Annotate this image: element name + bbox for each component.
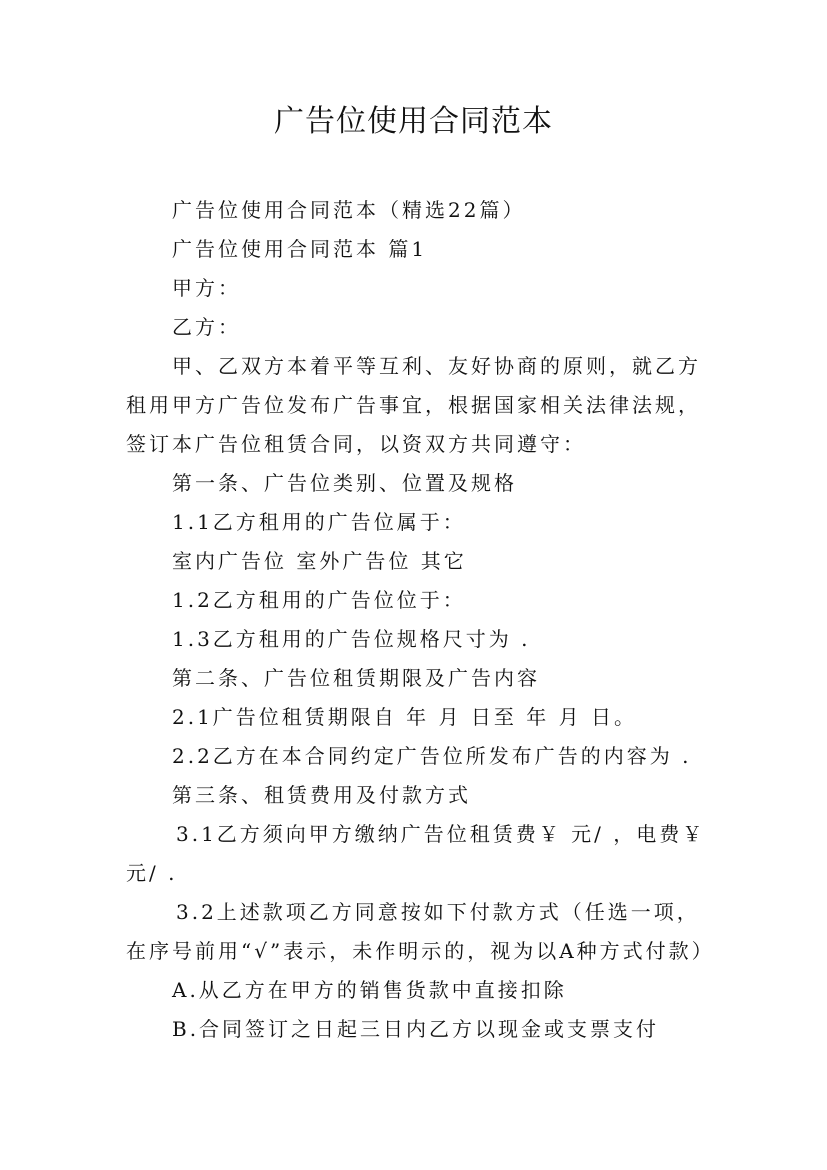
paragraph-ad-types: 室内广告位 室外广告位 其它 [172,549,467,573]
paragraph-clause-1-1: 1.1乙方租用的广告位属于： [172,510,466,534]
paragraph-clause-3-1: 3.1乙方须向甲方缴纳广告位租赁费￥ 元/ ，电费￥ 元/ . [126,822,706,885]
paragraph-clause-3-2: 3.2上述款项乙方同意按如下付款方式（任选一项，在序号前用“√”表示，未作明示的，视为以A种方式付款） [126,900,715,963]
paragraph-section-heading: 广告位使用合同范本 篇1 [172,237,428,261]
paragraph-clause-2-1: 2.1广告位租赁期限自 年 月 日至 年 月 日。 [172,705,637,729]
paragraph-clause-2-2: 2.2乙方在本合同约定广告位所发布广告的内容为 . [172,744,692,768]
paragraph-party-a: 甲方： [172,276,241,300]
paragraph-preamble: 甲、乙双方本着平等互利、友好协商的原则，就乙方租用甲方广告位发布广告事宜，根据国家相关法律法规，签订本广告位租赁合同，以资双方共同遵守： [126,354,701,456]
paragraph-article-1: 第一条、广告位类别、位置及规格 [172,471,517,495]
paragraph-clause-1-3: 1.3乙方租用的广告位规格尺寸为 . [172,627,531,651]
paragraph-subtitle: 广告位使用合同范本（精选22篇） [172,198,526,222]
paragraph-option-b: B.合同签订之日起三日内乙方以现金或支票支付 [172,1017,660,1041]
paragraph-article-2: 第二条、广告位租赁期限及广告内容 [172,666,540,690]
paragraph-party-b: 乙方： [172,315,241,339]
paragraph-option-a: A.从乙方在甲方的销售货款中直接扣除 [172,978,567,1002]
document-body [126,191,716,1049]
document-title: 广告位使用合同范本 [274,104,553,139]
paragraph-clause-1-2: 1.2乙方租用的广告位位于： [172,588,466,612]
paragraph-article-3: 第三条、租赁费用及付款方式 [172,783,471,807]
